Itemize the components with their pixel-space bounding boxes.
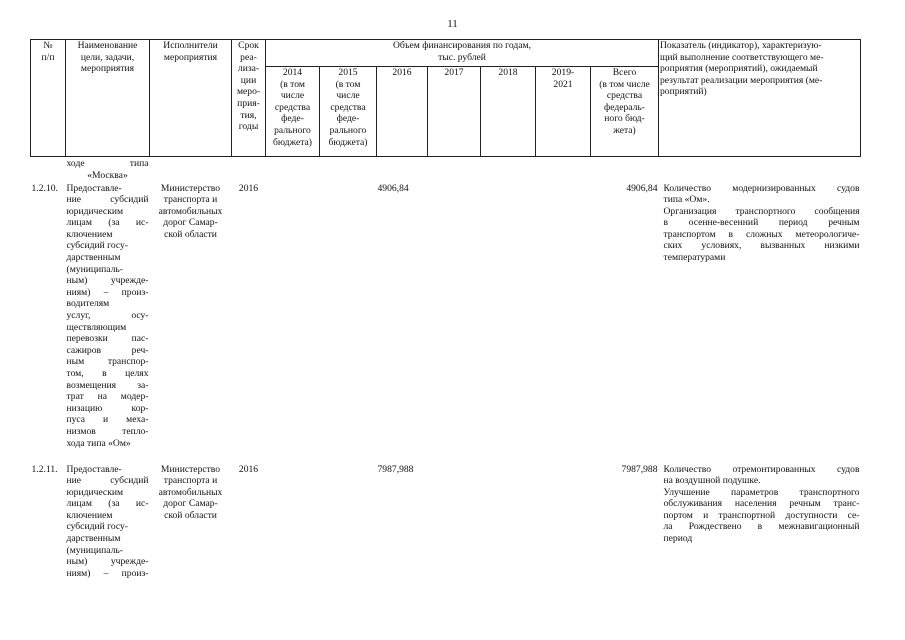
row-name-line: трат на модер- bbox=[66, 391, 149, 403]
header-indicator: Показатель (индикатор), характеризую- щий выполнение соответствующего ме- роприятия (мероприятий), ожидаемый результат реализации мероприятия (ме- роприятий) bbox=[659, 40, 861, 157]
row-number: 1.2.10. bbox=[31, 182, 58, 194]
row-name-line: (муниципаль- bbox=[66, 544, 123, 556]
row-name-line: субсидий госу- bbox=[66, 521, 128, 533]
header-name: Наименование цели, задачи, мероприятия bbox=[66, 40, 150, 157]
header-2014: 2014 (в том числе средства феде- рального бюджета) bbox=[266, 67, 320, 157]
row-name bbox=[66, 183, 150, 464]
row-term: 2016 bbox=[238, 463, 259, 475]
row-name-line: дарственным bbox=[66, 252, 121, 264]
row-name-line: дарственным bbox=[66, 533, 121, 545]
table-row bbox=[31, 183, 861, 464]
row-name-line: ным) учрежде- bbox=[66, 556, 149, 568]
program-table bbox=[30, 39, 861, 590]
row-name-line: лицам (за ис- bbox=[66, 217, 149, 229]
header-no: № п/п bbox=[31, 40, 66, 157]
row-executor: Министерство транспорта и автомобильных дорог Самар- ской области bbox=[158, 463, 223, 521]
row-name-line: юридическим bbox=[66, 486, 124, 498]
page-number: 11 bbox=[447, 18, 458, 30]
row-name-line: Предоставле- bbox=[66, 182, 122, 194]
row-name-line: ние субсидий bbox=[66, 475, 149, 487]
row-name-line: перевозки пас- bbox=[66, 333, 149, 345]
row-indicator-line: на воздушной подушке. bbox=[663, 475, 761, 487]
row-number: 1.2.11. bbox=[31, 463, 58, 475]
continuation-line: ходе типа bbox=[66, 158, 149, 169]
row-name-line: лицам (за ис- bbox=[66, 498, 149, 510]
row-term: 2016 bbox=[238, 182, 259, 194]
row-indicator-line: Количество отремонтированных судов bbox=[663, 463, 860, 475]
row-value-2016: 7987,988 bbox=[377, 463, 414, 475]
row-name-line: ным транспор- bbox=[66, 356, 149, 368]
row-name-line: ным) учрежде- bbox=[66, 275, 149, 287]
row-indicator-line: ла Рождествено в межнавигационный bbox=[663, 521, 860, 533]
header-2018: 2018 bbox=[481, 67, 536, 157]
continuation-row bbox=[31, 157, 861, 183]
row-executor: Министерство транспорта и автомобильных дорог Самар- ской области bbox=[158, 182, 223, 240]
row-name-line: ниям) – произ- bbox=[66, 567, 149, 579]
row-name-line: (муниципаль- bbox=[66, 263, 123, 275]
row-indicator-line: обслуживания населения речным транс- bbox=[663, 498, 860, 510]
row-name-line: ние субсидий bbox=[66, 194, 149, 206]
row-name-line: низмов тепло- bbox=[66, 425, 149, 437]
continuation-line: «Москва» bbox=[87, 169, 128, 181]
row-indicator-line: Улучшение параметров транспортного bbox=[663, 486, 860, 498]
row-name-line: том, в целях bbox=[66, 368, 149, 379]
row-name-line: сажиров реч- bbox=[66, 344, 149, 356]
row-name-line: ниям) – произ- bbox=[66, 286, 149, 298]
row-indicator-line: Количество модернизированных судов bbox=[663, 182, 860, 194]
row-name-line: Предоставле- bbox=[66, 463, 122, 475]
header-2016: 2016 bbox=[377, 67, 428, 157]
header-term: Срок реа- лиза- ции меро- прия- тия, годы bbox=[232, 40, 266, 157]
row-name-line: услуг, осу- bbox=[66, 310, 149, 322]
row-indicator-line: портом и транспортной доступности се- bbox=[663, 509, 860, 521]
row-indicator bbox=[659, 464, 861, 590]
row-name-line: субсидий госу- bbox=[66, 240, 128, 252]
row-indicator-line: транспортом в сложных метеорологиче- bbox=[663, 228, 860, 240]
header-2015: 2015 (в том числе средства феде- рального бюджета) bbox=[320, 67, 377, 157]
row-name-line: юридическим bbox=[66, 205, 124, 217]
row-indicator-line: ских условиях, вызванных низкими bbox=[663, 240, 860, 252]
row-name-line: водителям bbox=[66, 298, 110, 310]
header-financing-group: Объем финансирования по годам, тыс. рублей bbox=[266, 40, 659, 67]
row-name-line: ществляющим bbox=[66, 321, 127, 333]
row-name-line: хода типа «Ом» bbox=[66, 437, 131, 449]
row-name-line: ключением bbox=[66, 509, 113, 521]
row-indicator-line: в осенне-весенний период речным bbox=[663, 217, 860, 229]
header-2019-2021: 2019- 2021 bbox=[536, 67, 591, 157]
row-indicator-line: температурами bbox=[663, 252, 726, 264]
row-indicator-line: Организация транспортного сообщения bbox=[663, 205, 860, 217]
row-name-line: низацию кор- bbox=[66, 402, 149, 414]
table-row bbox=[31, 464, 861, 590]
header-executor: Исполнители мероприятия bbox=[150, 40, 232, 157]
row-name bbox=[66, 464, 150, 590]
row-indicator-line: типа «Ом». bbox=[663, 194, 710, 206]
header-2017: 2017 bbox=[428, 67, 481, 157]
row-value-total: 7987,988 bbox=[621, 463, 658, 475]
row-value-total: 4906,84 bbox=[626, 182, 658, 194]
row-indicator bbox=[659, 183, 861, 464]
row-indicator-line: период bbox=[663, 533, 693, 545]
row-name-line: пуса и меха- bbox=[66, 414, 149, 426]
header-total: Всего (в том числе средства федераль- ного бюд- жета) bbox=[591, 67, 659, 157]
row-value-2016: 4906,84 bbox=[377, 182, 409, 194]
row-name-line: возмещения за- bbox=[66, 379, 149, 391]
row-name-line: ключением bbox=[66, 228, 113, 240]
